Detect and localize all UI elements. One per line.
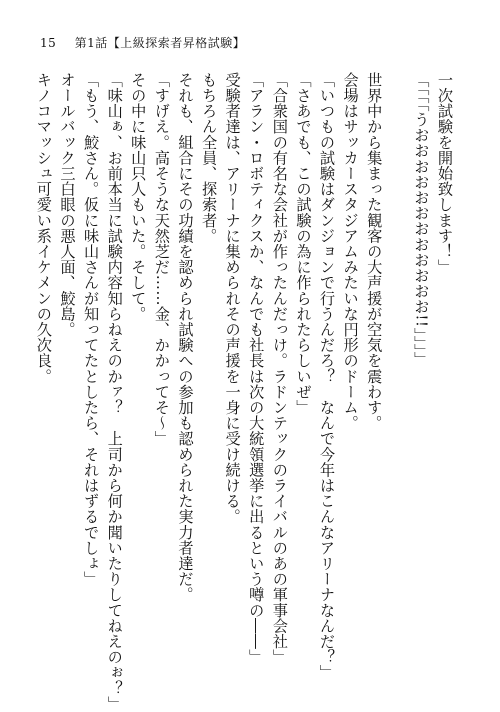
running-header (40, 34, 245, 51)
text-line: 受験者達は、アリーナに集められその声援を一身に受け続ける。 (223, 72, 242, 525)
text-line: 一次試験を開始致します！」 (436, 72, 454, 275)
chapter-title: 第1話【上級探索者昇格試験】 (74, 36, 246, 50)
text-line: 「味山ぁ、お前本当に試験内容知らねえのかァ？ 上司から何か聞いたりしてねえのぉ？」 (105, 72, 124, 712)
text-line: オールバック三白眼の悪人面、鮫島。 (58, 72, 77, 338)
text-line: 「さあでも、この試験の為に作られたらしいぜ」 (294, 72, 313, 416)
text-line: キノコマッシュ可愛い系イケメンの久次良。 (34, 72, 53, 384)
text-line: 「すげえ。高そうな天然芝だ……金、かかってそ～」 (152, 72, 171, 447)
page-number: 15 (40, 36, 57, 50)
text-line: それも、組合にその功績を認められ試験への参加も認められた実力者達だ。 (176, 72, 195, 603)
text-line: 「アラン・ロボティクスか、なんでも社長は次の大統領選挙に出るという噂の――」 (247, 72, 266, 665)
text-line: 「合衆国の有名な会社が作ったんだっけ。ラドンテックのライバルのあの軍事会社」 (270, 72, 289, 665)
text-line: 「もう、鮫さん。仮に味山さんが知ってたとしたら、それはずるでしょ」 (82, 72, 101, 587)
text-line: 「「「「うおおおおおおおおおおおお!!」」」」 (412, 72, 431, 368)
text-line: もちろん全員、探索者。 (200, 72, 219, 244)
body-text (31, 72, 456, 712)
text-line: 世界中から集まった観客の大声援が空気を震わす。 (365, 72, 384, 431)
text-line: その中に味山只人もいた。そして。 (129, 72, 148, 322)
text-line: 会場はサッカースタジアムみたいな円形のドーム。 (341, 72, 360, 431)
text-line: 「いつもの試験はダンジョンで行うんだろ？ なんで今年はこんなアリーナなんだ？」 (318, 72, 337, 681)
